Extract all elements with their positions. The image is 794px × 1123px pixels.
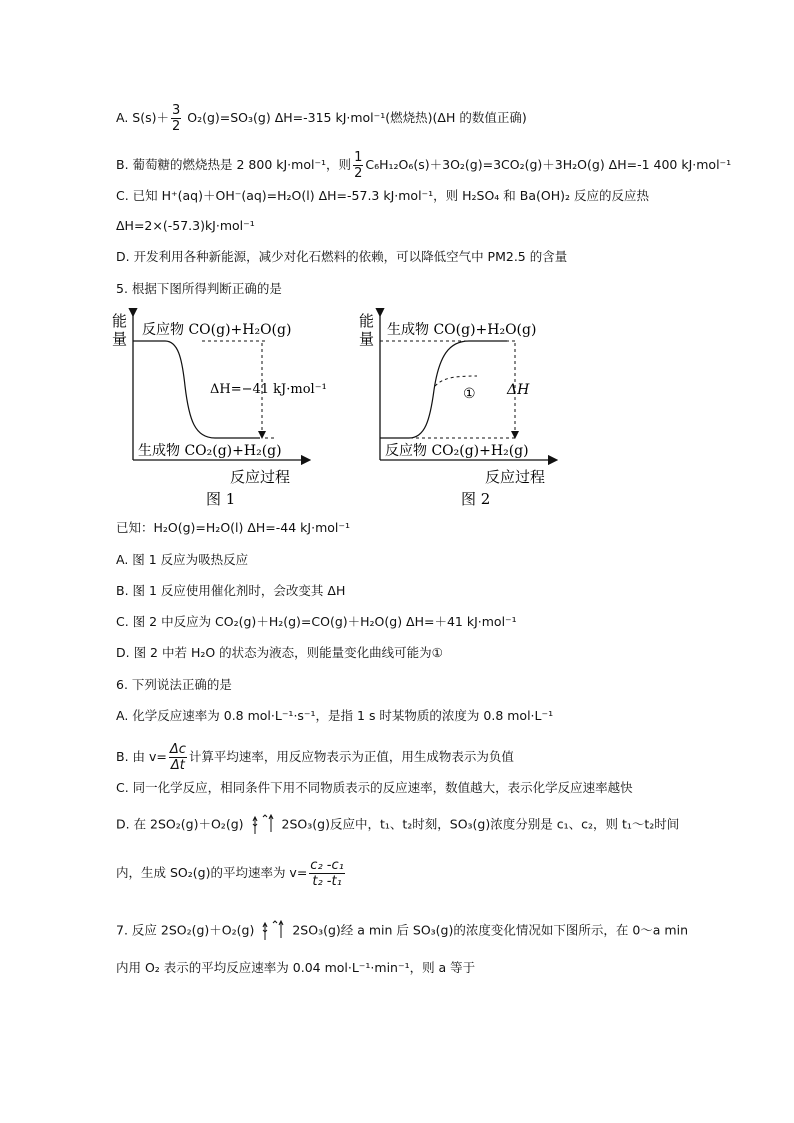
- energy-curve: [380, 341, 507, 438]
- fraction: $\frac{1}{2}$: [354, 150, 363, 181]
- option-b: B. 葡萄糖的燃烧热是 2 800 kJ·mol⁻¹，则 $\frac{1}{2}$ C₆H₁₂O₆(s)＋3O₂(g)=3CO₂(g)＋3H₂O(g) ΔH=-1 400 kJ·mol⁻¹: [116, 150, 732, 181]
- y-axis-label: 量: [359, 330, 375, 348]
- option-c-line2: ΔH=2×(-57.3)kJ·mol⁻¹: [116, 218, 255, 233]
- curve-1-label: ①: [463, 386, 476, 402]
- q6-option-d-line2: 内，生成 SO₂(g)的平均速率为 v= $\frac{\text{c₂ -c₁}}{\text{t₂ -t₁}}$: [116, 858, 344, 889]
- fraction: $\frac{3}{2}$: [171, 103, 181, 134]
- figure-caption: 图 1: [206, 490, 236, 508]
- top-level-label: 反应物 CO(g)+H₂O(g): [142, 322, 292, 338]
- q5-option-a: A. 图 1 反应为吸热反应: [116, 552, 249, 567]
- q6-option-a: A. 化学反应速率为 0.8 mol·L⁻¹·s⁻¹，是指 1 s 时某物质的浓度为 0.8 mol·L⁻¹: [116, 708, 554, 723]
- bottom-level-label: 生成物 CO₂(g)+H₂(g): [138, 443, 282, 459]
- q5-option-c: C. 图 2 中反应为 CO₂(g)＋H₂(g)=CO(g)＋H₂O(g) ΔH=＋41 kJ·mol⁻¹: [116, 614, 517, 629]
- option-a: A. S(s)＋ $\frac{3}{2}$ O₂(g)=SO₃(g) ΔH=-315 kJ·mol⁻¹(燃烧热)(ΔH 的数值正确): [116, 103, 527, 134]
- delta-h-label: ΔH: [507, 382, 530, 398]
- x-axis-label: 反应过程: [230, 468, 291, 486]
- fraction: $\frac{\Delta c}{\Delta t}$: [169, 742, 186, 773]
- figure-caption: 图 2: [461, 490, 491, 508]
- figure-2: [357, 308, 567, 513]
- known-condition: 已知：H₂O(g)=H₂O(l) ΔH=-44 kJ·mol⁻¹: [116, 520, 350, 535]
- bottom-level-label: 反应物 CO₂(g)+H₂(g): [385, 443, 529, 459]
- top-level-label: 生成物 CO(g)+H₂O(g): [387, 322, 537, 338]
- option-d: D. 开发利用各种新能源，减少对化石燃料的依赖，可以降低空气中 PM2.5 的含量: [116, 249, 568, 264]
- q5-option-b: B. 图 1 反应使用催化剂时，会改变其 ΔH: [116, 583, 346, 598]
- dashed-curve-1: [435, 376, 477, 386]
- y-axis-label: 能: [359, 312, 375, 330]
- q6-option-c: C. 同一化学反应，相同条件下用不同物质表示的反应速率，数值越大，表示化学反应速率越快: [116, 780, 633, 795]
- q6-option-b: B. 由 v= $\frac{\Delta c}{\Delta t}$ 计算平均速率，用反应物表示为正值，用生成物表示为负值: [116, 742, 514, 773]
- reversible-arrow-icon: [250, 814, 276, 836]
- q5-option-d: D. 图 2 中若 H₂O 的状态为液态，则能量变化曲线可能为①: [116, 645, 443, 660]
- question-6: 6. 下列说法正确的是: [116, 677, 232, 692]
- option-c-line1: C. 已知 H⁺(aq)＋OH⁻(aq)=H₂O(l) ΔH=-57.3 kJ·mol⁻¹，则 H₂SO₄ 和 Ba(OH)₂ 反应的反应热: [116, 188, 649, 203]
- question-7-line1: 7. 反应 2SO₂(g)＋O₂(g) 2SO₃(g)经 a min 后 SO₃(g)的浓度变化情况如下图所示，在 0〜a min: [116, 920, 688, 942]
- y-axis-label: 量: [112, 330, 128, 348]
- delta-h-label: ΔH=−41 kJ·mol⁻¹: [210, 382, 327, 397]
- fraction: $\frac{\text{c₂ -c₁}}{\text{t₂ -t₁}}$: [310, 858, 344, 889]
- q6-option-d-line1: D. 在 2SO₂(g)＋O₂(g) 2SO₃(g)反应中，t₁、t₂时刻，SO₃(g)浓度分别是 c₁、c₂，则 t₁〜t₂时间: [116, 814, 679, 836]
- reversible-arrow-icon: [260, 920, 286, 942]
- question-5: 5. 根据下图所得判断正确的是: [116, 281, 282, 296]
- x-axis-label: 反应过程: [485, 468, 546, 486]
- question-7-line2: 内用 O₂ 表示的平均反应速率为 0.04 mol·L⁻¹·min⁻¹，则 a 等于: [116, 960, 476, 975]
- figure-1: [110, 308, 350, 513]
- y-axis-label: 能: [112, 312, 128, 330]
